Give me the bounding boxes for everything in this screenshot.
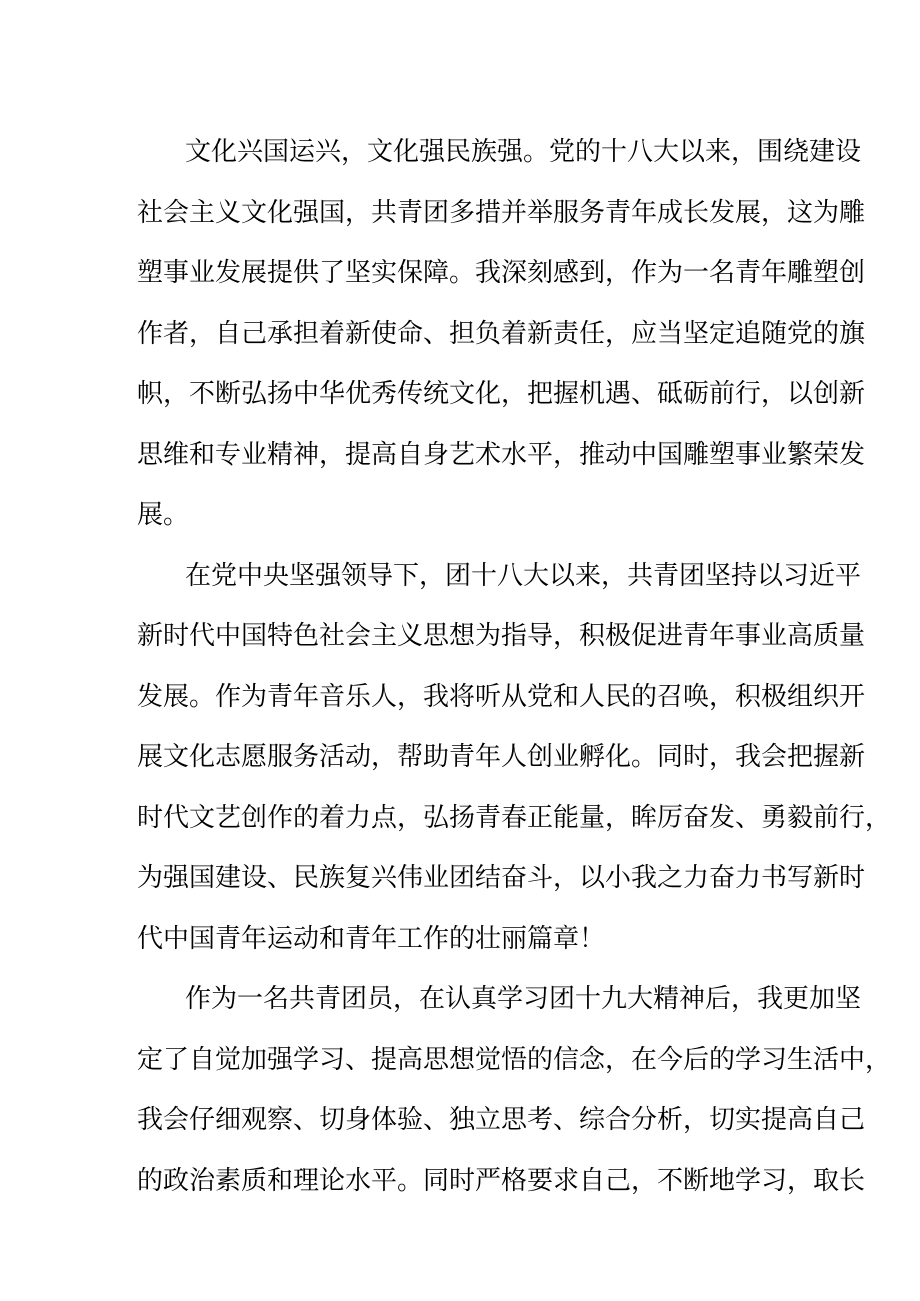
text-line: 文化兴国运兴，文化强民族强。党的十八大以来，围绕建设 xyxy=(185,137,862,167)
text-line: 帜，不断弘扬中华优秀传统文化，把握机遇、砥砺前行，以创新 xyxy=(137,379,866,409)
text-line: 为强国建设、民族复兴伟业团结奋斗，以小我之力奋力书写新时 xyxy=(137,863,866,893)
paragraph-1 xyxy=(137,122,866,546)
text-line: 思维和专业精神，提高自身艺术水平，推动中国雕塑事业繁荣发 xyxy=(137,439,866,470)
text-line: 新时代中国特色社会主义思想为指导，积极促进青年事业高质量 xyxy=(137,621,866,651)
text-line: 在党中央坚强领导下，团十八大以来，共青团坚持以习近平 xyxy=(185,560,862,591)
text-line: 代中国青年运动和青年工作的壮丽篇章！ xyxy=(137,923,606,954)
text-line: 展。 xyxy=(137,500,190,530)
text-line: 塑事业发展提供了坚实保障。我深刻感到，作为一名青年雕塑创 xyxy=(137,258,866,288)
text-line: 作为一名共青团员，在认真学习团十九大精神后，我更加坚 xyxy=(185,984,862,1014)
text-line: 作者，自己承担着新使命、担负着新责任，应当坚定追随党的旗 xyxy=(137,318,866,349)
text-line: 展文化志愿服务活动，帮助青年人创业孵化。同时，我会把握新 xyxy=(137,742,866,772)
text-line: 社会主义文化强国，共青团多措并举服务青年成长发展，这为雕 xyxy=(137,197,866,228)
text-line: 定了自觉加强学习、提高思想觉悟的信念，在今后的学习生活中， xyxy=(137,1044,892,1075)
body-text xyxy=(137,122,892,1211)
paragraph-2 xyxy=(137,546,892,970)
text-line: 发展。作为青年音乐人，我将听从党和人民的召唤，积极组织开 xyxy=(137,681,866,712)
paragraph-3 xyxy=(137,969,892,1211)
text-line: 时代文艺创作的着力点，弘扬青春正能量，眸厉奋发、勇毅前行， xyxy=(137,802,892,833)
text-line: 我会仔细观察、切身体验、独立思考、综合分析，切实提高自己 xyxy=(137,1105,866,1135)
text-line: 的政治素质和理论水平。同时严格要求自己，不断地学习，取长 xyxy=(137,1165,866,1196)
